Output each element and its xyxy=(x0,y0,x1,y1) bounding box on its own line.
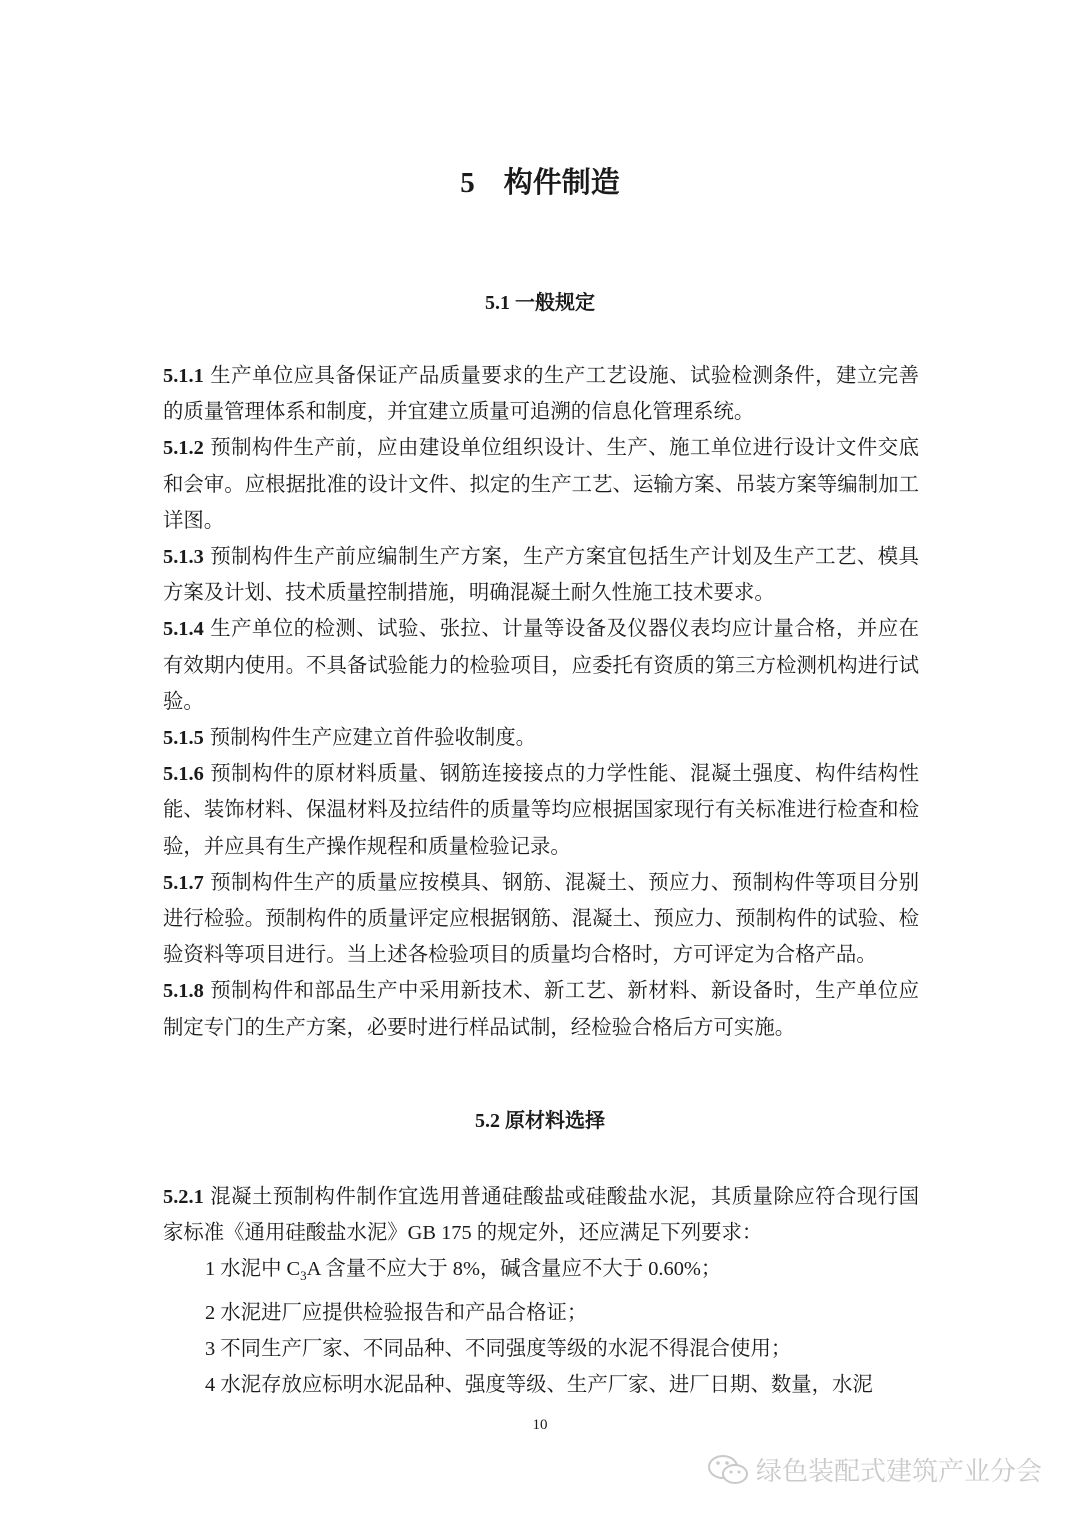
clause-number: 5.1.8 xyxy=(163,980,204,1003)
chapter-title: 5 构件制造 xyxy=(460,167,620,199)
clause-number: 5.1.4 xyxy=(163,618,204,641)
clause-number: 5.1.3 xyxy=(163,546,204,569)
section-heading-5-1: 5.1 一般规定 xyxy=(485,292,595,314)
clause-text: 混凝土预制构件制作宜选用普通硅酸盐或硅酸盐水泥，其质量除应符合现行国家标准《通用硅酸盐水泥》GB 175 的规定外，还应满足下列要求： xyxy=(163,1186,919,1245)
clause xyxy=(163,539,919,611)
clause-text: 生产单位的检测、试验、张拉、计量等设备及仪器仪表均应计量合格，并应在有效期内使用。不具备试验能力的检验项目，应委托有资质的第三方检测机构进行试验。 xyxy=(163,618,919,713)
clause-number: 5.1.7 xyxy=(163,871,204,894)
section-heading-5-2: 5.2 原材料选择 xyxy=(475,1110,605,1132)
clause-text: 生产单位应具备保证产品质量要求的生产工艺设施、试验检测条件，建立完善的质量管理体系和制度，并宜建立质量可追溯的信息化管理系统。 xyxy=(163,365,919,424)
clause-text: 预制构件的原材料质量、钢筋连接接点的力学性能、混凝土强度、构件结构性能、装饰材料、保温材料及拉结件的质量等均应根据国家现行有关标准进行检查和检验，并应具有生产操作规程和质量检验记录。 xyxy=(163,763,919,858)
clause-number: 5.1.2 xyxy=(163,437,204,460)
item-text: A 含量不应大于 8%，碱含量应不大于 0.60%； xyxy=(306,1258,722,1281)
clause-number: 5.1.6 xyxy=(163,763,204,786)
list-item xyxy=(163,1251,919,1294)
section-5-1-body xyxy=(163,358,919,1046)
clause-number: 5.1.1 xyxy=(163,365,204,387)
clause xyxy=(163,611,919,720)
clause xyxy=(163,358,919,430)
clause-text: 预制构件生产前应编制生产方案，生产方案宜包括生产计划及生产工艺、模具方案及计划、技术质量控制措施，明确混凝土耐久性施工技术要求。 xyxy=(163,546,919,605)
section-5-2-body xyxy=(163,1179,919,1403)
clause xyxy=(163,1179,919,1251)
clause-number: 5.2.1 xyxy=(163,1186,204,1208)
watermark xyxy=(706,1451,1042,1488)
clause-text: 预制构件和部品生产中采用新技术、新工艺、新材料、新设备时，生产单位应制定专门的生产方案，必要时进行样品试制，经检验合格后方可实施。 xyxy=(163,980,919,1039)
clause-text: 预制构件生产前，应由建设单位组织设计、生产、施工单位进行设计文件交底和会审。应根据批准的设计文件、拟定的生产工艺、运输方案、吊装方案等编制加工详图。 xyxy=(163,437,919,532)
watermark-text: 绿色装配式建筑产业分会 xyxy=(756,1457,1043,1487)
clause xyxy=(163,756,919,865)
clause-text: 预制构件生产的质量应按模具、钢筋、混凝土、预应力、预制构件等项目分别进行检验。预制构件的质量评定应根据钢筋、混凝土、预应力、预制构件的试验、检验资料等项目进行。当上述各检验项目的质量均合格时，方可评定为合格产品。 xyxy=(163,871,919,967)
wechat-icon xyxy=(706,1453,750,1487)
list-item: 2 水泥进厂应提供检验报告和产品合格证； xyxy=(205,1301,588,1324)
page-number: 10 xyxy=(532,1417,548,1433)
clause xyxy=(163,430,919,539)
clause xyxy=(163,720,919,756)
list-item: 3 不同生产厂家、不同品种、不同强度等级的水泥不得混合使用； xyxy=(205,1337,792,1360)
clause xyxy=(163,865,919,974)
clause xyxy=(163,973,919,1045)
item-text: 1 水泥中 C xyxy=(205,1258,301,1281)
clause-number: 5.1.5 xyxy=(163,727,204,750)
clause-text: 预制构件生产应建立首件验收制度。 xyxy=(209,727,537,750)
subscript: 3 xyxy=(300,1268,307,1284)
list-item: 4 水泥存放应标明水泥品种、强度等级、生产厂家、进厂日期、数量，水泥 xyxy=(205,1374,873,1397)
